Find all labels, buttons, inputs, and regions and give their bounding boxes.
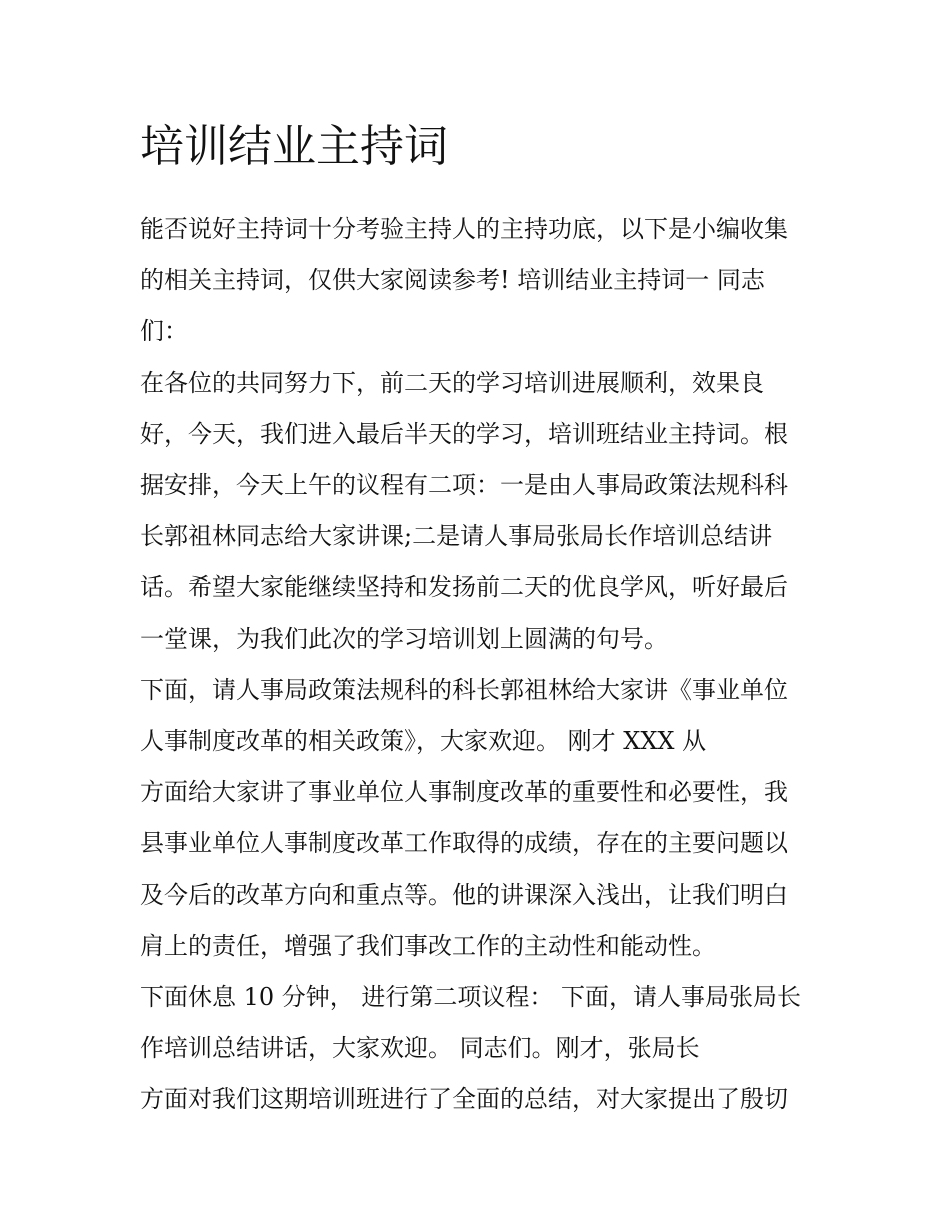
- text-line: 作培训总结讲话，大家欢迎。 同志们。刚才，张局长: [140, 1034, 700, 1063]
- text-line: 肩上的责任，增强了我们事改工作的主动性和能动性。: [140, 931, 716, 960]
- text-line: 能否说好主持词十分考验主持人的主持功底，以下是小编收集: [140, 215, 788, 243]
- text-line: 县事业单位人事制度改革工作取得的成绩，存在的主要问题以: [140, 829, 788, 858]
- text-line: 好，今天，我们进入最后半天的学习，培训班结业主持词。根: [140, 419, 788, 448]
- text-line: 人事制度改革的相关政策》，大家欢迎。 刚才 XXX 从: [140, 727, 707, 756]
- text-line: 方面给大家讲了事业单位人事制度改革的重要性和必要性，我: [140, 778, 788, 807]
- text-line: 们：: [140, 317, 188, 346]
- paragraph-intro: [140, 204, 820, 358]
- document-title: 培训结业主持词: [140, 121, 448, 172]
- paragraph-lecture-summary: [140, 767, 820, 972]
- text-line: 的相关主持词，仅供大家阅读参考! 培训结业主持词一 同志: [140, 266, 765, 295]
- text-line: 及今后的改革方向和重点等。他的讲课深入浅出，让我们明白: [140, 880, 788, 909]
- paragraph-first-agenda: [140, 665, 820, 767]
- text-line: 在各位的共同努力下，前二天的学习培训进展顺利，效果良: [140, 368, 764, 397]
- text-line: 下面，请人事局政策法规科的科长郭祖林给大家讲《事业单位: [140, 675, 788, 704]
- paragraph-closing: [140, 1074, 820, 1125]
- text-line: 下面休息 10 分钟， 进行第二项议程： 下面，请人事局张局长: [140, 983, 802, 1012]
- document-content: [140, 112, 820, 1126]
- text-line: 长郭祖林同志给大家讲课;二是请人事局张局长作培训总结讲: [140, 522, 773, 551]
- text-line: 方面对我们这期培训班进行了全面的总结，对大家提出了殷切: [140, 1085, 788, 1114]
- paragraph-second-agenda: [140, 972, 820, 1074]
- paragraph-opening: [140, 358, 820, 665]
- text-line: 一堂课，为我们此次的学习培训划上圆满的句号。: [140, 624, 668, 653]
- text-line: 据安排，今天上午的议程有二项：一是由人事局政策法规科科: [140, 471, 788, 500]
- text-line: 话。希望大家能继续坚持和发扬前二天的优良学风，听好最后: [140, 573, 788, 602]
